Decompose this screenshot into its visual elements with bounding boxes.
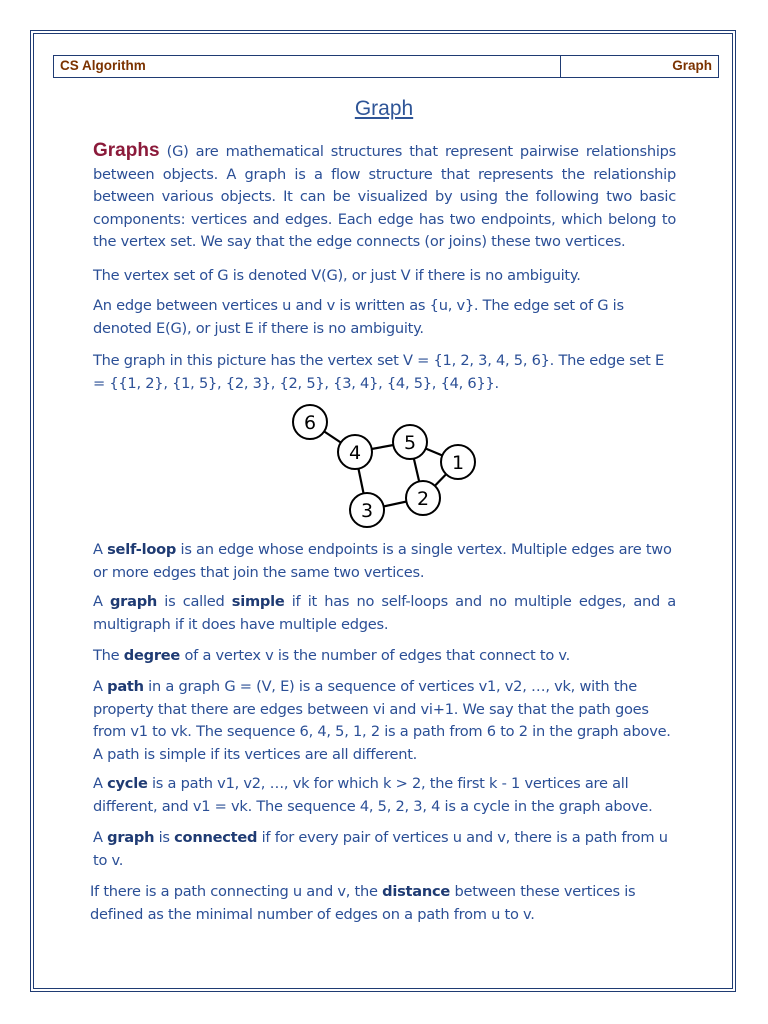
term-distance: distance xyxy=(382,883,451,900)
graph-node-1 xyxy=(441,445,475,479)
intro-paragraph xyxy=(93,140,676,254)
text-run: If there is a path connecting u and v, the xyxy=(90,883,383,900)
term-path: path xyxy=(107,678,144,695)
graph-node-3 xyxy=(350,493,384,527)
graph-node-label: 2 xyxy=(416,488,430,510)
header-topic: Graph xyxy=(672,58,712,73)
term-connected: connected xyxy=(174,829,258,846)
text-run: in a graph G = (V, E) is a sequence of vertices v1, v2, …, vk, with the property that there are edges between vi and vi+1. We say that the path goes from v1 to vk. The sequence 6, 4, 5, 1, 2 is a path from 6 to 2 in the graph above. A path is simple if its vertices are all different. xyxy=(93,678,671,763)
intro-text: (G) are mathematical structures that represent pairwise relationships between objects. A graph is a flow structure that represents the relationship between various objects. It can be visualized by using the following two basic components: vertices and edges. Each edge has two endpoints, which belong to the vertex set. We say that the edge connects (or joins) these two vertices. xyxy=(93,143,676,250)
text-run: is an edge whose endpoints is a single vertex. Multiple edges are two or more edges that join the same two vertices. xyxy=(93,541,672,581)
text-run: A xyxy=(93,775,108,792)
text-run: A xyxy=(93,829,108,846)
simple-graph-paragraph xyxy=(93,591,676,636)
graph-node-label: 4 xyxy=(348,442,362,464)
graph-node-6 xyxy=(293,405,327,439)
self-loop-paragraph xyxy=(93,539,676,584)
graph-node-4 xyxy=(338,435,372,469)
text-run: The xyxy=(93,647,124,664)
path-paragraph xyxy=(93,676,676,766)
text-run: between these vertices is defined as the minimal number of edges on a path from u to v. xyxy=(90,883,636,923)
graph-node-5 xyxy=(393,425,427,459)
vertex-set-paragraph: The vertex set of G is denoted V(G), or just V if there is no ambiguity. xyxy=(93,267,581,284)
term-cycle: cycle xyxy=(107,775,148,792)
graph-node-label: 6 xyxy=(303,412,317,434)
term-graph: graph xyxy=(107,829,155,846)
graph-node-label: 5 xyxy=(403,432,417,454)
text-run: is a path v1, v2, …, vk for which k > 2, the first k - 1 vertices are all different, and v1 = vk. The sequence 4, 5, 2, 3, 4 is a cycle in the graph above. xyxy=(93,775,653,815)
text-run: A xyxy=(93,541,108,558)
text-run: if for every pair of vertices u and v, there is a path from u to v. xyxy=(93,829,668,869)
graph-node-label: 1 xyxy=(451,452,465,474)
connected-paragraph xyxy=(93,827,676,872)
cycle-paragraph xyxy=(93,773,676,818)
term-graph: graph xyxy=(109,593,158,610)
graph-figure xyxy=(280,400,490,530)
edge-set-paragraph: An edge between vertices u and v is written as {u, v}. The edge set of G is denoted E(G), or just E if there is no ambiguity. xyxy=(93,297,624,337)
degree-paragraph xyxy=(93,645,676,668)
text-run: A xyxy=(93,678,108,695)
distance-paragraph xyxy=(90,881,673,926)
graph-node-label: 3 xyxy=(360,500,374,522)
intro-lead-word: Graphs xyxy=(93,140,160,161)
term-degree: degree xyxy=(123,647,181,664)
text-run: is xyxy=(154,829,175,846)
running-header xyxy=(53,55,719,78)
term-self-loop: self-loop xyxy=(107,541,177,558)
text-run: of a vertex v is the number of edges that connect to v. xyxy=(180,647,571,664)
page-title: Graph xyxy=(354,97,414,120)
text-run: A xyxy=(93,593,110,610)
text-run: if it has no self-loops and no multiple edges, and a multigraph if it does have multiple edges. xyxy=(93,593,676,633)
graph-node-2 xyxy=(406,481,440,515)
text-run: is called xyxy=(157,593,232,610)
graph-picture-paragraph: The graph in this picture has the vertex set V = {1, 2, 3, 4, 5, 6}. The edge set E = {{1, 2}, {1, 5}, {2, 3}, {2, 5}, {3, 4}, {4, 5}, {4, 6}}. xyxy=(93,352,665,392)
header-course: CS Algorithm xyxy=(54,56,561,77)
term-simple: simple xyxy=(231,593,285,610)
